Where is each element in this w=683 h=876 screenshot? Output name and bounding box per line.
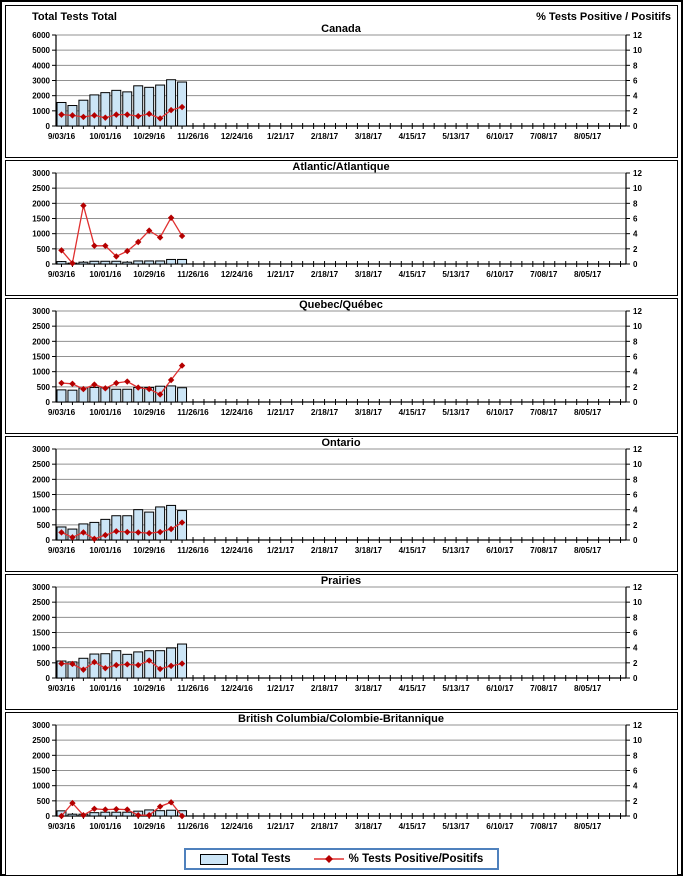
svg-text:3/18/17: 3/18/17 xyxy=(354,684,383,693)
svg-text:3/18/17: 3/18/17 xyxy=(354,546,383,555)
legend-pct-positive-label: % Tests Positive/Positifs xyxy=(348,853,484,865)
svg-text:7/08/17: 7/08/17 xyxy=(530,408,558,417)
svg-text:0: 0 xyxy=(633,812,638,821)
svg-text:0: 0 xyxy=(45,122,50,131)
svg-text:8/05/17: 8/05/17 xyxy=(573,270,602,279)
svg-text:8: 8 xyxy=(633,475,638,485)
svg-text:2000: 2000 xyxy=(32,475,50,485)
svg-text:11/26/16: 11/26/16 xyxy=(177,408,209,417)
svg-text:10/01/16: 10/01/16 xyxy=(89,546,122,555)
svg-text:0: 0 xyxy=(45,536,50,545)
svg-text:10/01/16: 10/01/16 xyxy=(89,270,122,279)
svg-text:1500: 1500 xyxy=(32,628,50,638)
svg-text:4: 4 xyxy=(633,229,638,239)
svg-text:1500: 1500 xyxy=(32,214,50,224)
chart-panel-quebec xyxy=(5,298,678,434)
svg-text:2000: 2000 xyxy=(32,91,50,101)
svg-text:Prairies: Prairies xyxy=(320,575,362,587)
svg-text:12: 12 xyxy=(633,307,642,316)
svg-text:0: 0 xyxy=(45,260,50,269)
svg-text:8: 8 xyxy=(633,199,638,209)
left-axis-title: Total Tests Total xyxy=(32,11,117,23)
svg-text:10/29/16: 10/29/16 xyxy=(133,684,166,693)
svg-text:10: 10 xyxy=(633,598,642,608)
svg-text:1/21/17: 1/21/17 xyxy=(267,270,295,279)
svg-text:6: 6 xyxy=(633,214,638,224)
right-axis-title: % Tests Positive / Positifs xyxy=(536,11,671,23)
svg-text:2: 2 xyxy=(633,106,638,116)
svg-text:10/29/16: 10/29/16 xyxy=(133,822,166,831)
svg-text:8/05/17: 8/05/17 xyxy=(573,822,602,831)
svg-text:1500: 1500 xyxy=(32,352,50,362)
svg-text:10: 10 xyxy=(633,322,642,332)
svg-text:11/26/16: 11/26/16 xyxy=(177,684,209,693)
line-marker-swatch-icon xyxy=(313,854,345,864)
svg-text:10/29/16: 10/29/16 xyxy=(133,132,166,141)
svg-text:0: 0 xyxy=(633,536,638,545)
svg-text:12/24/16: 12/24/16 xyxy=(220,408,253,417)
svg-text:4/15/17: 4/15/17 xyxy=(398,270,426,279)
svg-text:2500: 2500 xyxy=(32,322,50,332)
svg-text:9/03/16: 9/03/16 xyxy=(47,822,76,831)
svg-text:4: 4 xyxy=(633,505,638,515)
svg-text:12: 12 xyxy=(633,31,642,40)
svg-text:5/13/17: 5/13/17 xyxy=(442,270,470,279)
svg-text:5/13/17: 5/13/17 xyxy=(442,408,470,417)
svg-text:6: 6 xyxy=(633,490,638,500)
svg-text:12/24/16: 12/24/16 xyxy=(220,684,253,693)
svg-text:11/26/16: 11/26/16 xyxy=(177,546,209,555)
svg-text:1000: 1000 xyxy=(32,229,50,239)
svg-text:5/13/17: 5/13/17 xyxy=(442,822,470,831)
svg-text:Atlantic/Atlantique: Atlantic/Atlantique xyxy=(292,161,390,173)
svg-text:1000: 1000 xyxy=(32,106,50,116)
legend-item-pct-positive xyxy=(313,853,484,865)
svg-text:10: 10 xyxy=(633,184,642,194)
svg-text:10/29/16: 10/29/16 xyxy=(133,546,166,555)
svg-text:3000: 3000 xyxy=(32,169,50,178)
canada-chart xyxy=(6,23,677,157)
svg-text:3000: 3000 xyxy=(32,307,50,316)
svg-text:2: 2 xyxy=(633,244,638,254)
svg-text:10: 10 xyxy=(633,736,642,746)
svg-text:2: 2 xyxy=(633,658,638,668)
svg-text:11/26/16: 11/26/16 xyxy=(177,822,209,831)
svg-text:4/15/17: 4/15/17 xyxy=(398,822,426,831)
svg-text:10/29/16: 10/29/16 xyxy=(133,270,166,279)
legend xyxy=(184,848,500,870)
svg-text:Canada: Canada xyxy=(321,23,361,35)
svg-text:3/18/17: 3/18/17 xyxy=(354,408,383,417)
svg-text:8/05/17: 8/05/17 xyxy=(573,546,602,555)
svg-text:9/03/16: 9/03/16 xyxy=(47,408,76,417)
svg-text:8/05/17: 8/05/17 xyxy=(573,132,602,141)
svg-text:12: 12 xyxy=(633,445,642,454)
svg-text:3000: 3000 xyxy=(32,721,50,730)
svg-text:2000: 2000 xyxy=(32,751,50,761)
svg-text:3/18/17: 3/18/17 xyxy=(354,270,383,279)
svg-text:9/03/16: 9/03/16 xyxy=(47,132,76,141)
svg-text:500: 500 xyxy=(36,382,50,392)
svg-text:4/15/17: 4/15/17 xyxy=(398,684,426,693)
svg-text:1/21/17: 1/21/17 xyxy=(267,684,295,693)
svg-text:6/10/17: 6/10/17 xyxy=(486,132,514,141)
svg-text:500: 500 xyxy=(36,520,50,530)
svg-text:10/01/16: 10/01/16 xyxy=(89,822,122,831)
svg-text:3/18/17: 3/18/17 xyxy=(354,132,383,141)
svg-text:3000: 3000 xyxy=(32,445,50,454)
svg-text:10/29/16: 10/29/16 xyxy=(133,408,166,417)
svg-text:4: 4 xyxy=(633,91,638,101)
legend-item-total-tests xyxy=(200,853,291,865)
svg-text:12/24/16: 12/24/16 xyxy=(220,270,253,279)
svg-text:1000: 1000 xyxy=(32,505,50,515)
british-columbia-chart xyxy=(6,713,677,847)
svg-text:7/08/17: 7/08/17 xyxy=(530,546,558,555)
prairies-chart xyxy=(6,575,677,709)
atlantic-chart xyxy=(6,161,677,295)
svg-text:2/18/17: 2/18/17 xyxy=(310,684,339,693)
svg-text:2: 2 xyxy=(633,382,638,392)
chart-panel-atlantic xyxy=(5,160,678,296)
svg-text:4/15/17: 4/15/17 xyxy=(398,408,426,417)
chart-panel-canada xyxy=(5,5,678,158)
svg-text:6/10/17: 6/10/17 xyxy=(486,684,514,693)
svg-text:2500: 2500 xyxy=(32,736,50,746)
svg-text:2: 2 xyxy=(633,796,638,806)
svg-text:6: 6 xyxy=(633,628,638,638)
svg-text:1500: 1500 xyxy=(32,490,50,500)
svg-text:10/01/16: 10/01/16 xyxy=(89,408,122,417)
svg-text:10: 10 xyxy=(633,460,642,470)
svg-text:8: 8 xyxy=(633,751,638,761)
svg-text:6/10/17: 6/10/17 xyxy=(486,270,514,279)
svg-text:6: 6 xyxy=(633,76,638,86)
bar-swatch-icon xyxy=(200,854,228,865)
legend-total-tests-label: Total Tests xyxy=(231,853,291,865)
svg-text:1500: 1500 xyxy=(32,766,50,776)
svg-text:5/13/17: 5/13/17 xyxy=(442,546,470,555)
svg-text:8/05/17: 8/05/17 xyxy=(573,684,602,693)
svg-text:12: 12 xyxy=(633,583,642,592)
svg-text:9/03/16: 9/03/16 xyxy=(47,546,76,555)
ontario-chart xyxy=(6,437,677,571)
svg-text:12/24/16: 12/24/16 xyxy=(220,822,253,831)
svg-text:2500: 2500 xyxy=(32,598,50,608)
svg-text:3/18/17: 3/18/17 xyxy=(354,822,383,831)
svg-text:0: 0 xyxy=(45,812,50,821)
svg-text:3000: 3000 xyxy=(32,583,50,592)
svg-text:6: 6 xyxy=(633,766,638,776)
svg-text:5/13/17: 5/13/17 xyxy=(442,684,470,693)
svg-text:0: 0 xyxy=(633,674,638,683)
svg-text:1/21/17: 1/21/17 xyxy=(267,408,295,417)
svg-text:8: 8 xyxy=(633,61,638,71)
svg-text:2/18/17: 2/18/17 xyxy=(310,822,339,831)
svg-text:6/10/17: 6/10/17 xyxy=(486,408,514,417)
svg-text:4: 4 xyxy=(633,781,638,791)
svg-text:0: 0 xyxy=(633,122,638,131)
svg-text:12: 12 xyxy=(633,169,642,178)
svg-text:7/08/17: 7/08/17 xyxy=(530,270,558,279)
svg-text:500: 500 xyxy=(36,796,50,806)
svg-text:10/01/16: 10/01/16 xyxy=(89,684,122,693)
svg-text:2500: 2500 xyxy=(32,184,50,194)
svg-text:500: 500 xyxy=(36,244,50,254)
chart-panel-prairies xyxy=(5,574,678,710)
svg-text:0: 0 xyxy=(633,260,638,269)
svg-text:0: 0 xyxy=(45,398,50,407)
svg-text:2000: 2000 xyxy=(32,337,50,347)
svg-text:4: 4 xyxy=(633,367,638,377)
svg-text:7/08/17: 7/08/17 xyxy=(530,132,558,141)
svg-text:Quebec/Québec: Quebec/Québec xyxy=(299,299,383,311)
svg-text:9/03/16: 9/03/16 xyxy=(47,684,76,693)
svg-text:1000: 1000 xyxy=(32,367,50,377)
svg-text:6000: 6000 xyxy=(32,31,50,40)
svg-text:6/10/17: 6/10/17 xyxy=(486,546,514,555)
svg-text:2/18/17: 2/18/17 xyxy=(310,270,339,279)
svg-text:2000: 2000 xyxy=(32,613,50,623)
svg-text:12/24/16: 12/24/16 xyxy=(220,132,253,141)
svg-text:5/13/17: 5/13/17 xyxy=(442,132,470,141)
svg-text:British Columbia/Colombie-Brit: British Columbia/Colombie-Britannique xyxy=(238,713,444,725)
svg-text:2: 2 xyxy=(633,520,638,530)
svg-text:1/21/17: 1/21/17 xyxy=(267,822,295,831)
chart-panel-ontario xyxy=(5,436,678,572)
svg-text:2/18/17: 2/18/17 xyxy=(310,408,339,417)
svg-text:1000: 1000 xyxy=(32,781,50,791)
svg-text:2000: 2000 xyxy=(32,199,50,209)
svg-text:2/18/17: 2/18/17 xyxy=(310,132,339,141)
svg-text:10: 10 xyxy=(633,46,642,56)
svg-text:4/15/17: 4/15/17 xyxy=(398,132,426,141)
svg-text:12/24/16: 12/24/16 xyxy=(220,546,253,555)
svg-text:4000: 4000 xyxy=(32,61,50,71)
svg-text:0: 0 xyxy=(45,674,50,683)
svg-text:500: 500 xyxy=(36,658,50,668)
svg-text:1000: 1000 xyxy=(32,643,50,653)
svg-text:2/18/17: 2/18/17 xyxy=(310,546,339,555)
svg-text:Ontario: Ontario xyxy=(321,437,361,449)
svg-text:8: 8 xyxy=(633,337,638,347)
svg-text:6: 6 xyxy=(633,352,638,362)
svg-text:12: 12 xyxy=(633,721,642,730)
svg-text:1/21/17: 1/21/17 xyxy=(267,132,295,141)
svg-text:0: 0 xyxy=(633,398,638,407)
svg-text:9/03/16: 9/03/16 xyxy=(47,270,76,279)
svg-text:3000: 3000 xyxy=(32,76,50,86)
axis-headers xyxy=(6,6,677,23)
legend-row xyxy=(6,847,677,875)
svg-text:8: 8 xyxy=(633,613,638,623)
svg-text:10/01/16: 10/01/16 xyxy=(89,132,122,141)
svg-text:8/05/17: 8/05/17 xyxy=(573,408,602,417)
svg-text:11/26/16: 11/26/16 xyxy=(177,270,209,279)
svg-text:6/10/17: 6/10/17 xyxy=(486,822,514,831)
svg-text:5000: 5000 xyxy=(32,46,50,56)
quebec-chart xyxy=(6,299,677,433)
svg-text:11/26/16: 11/26/16 xyxy=(177,132,209,141)
svg-text:4/15/17: 4/15/17 xyxy=(398,546,426,555)
svg-text:7/08/17: 7/08/17 xyxy=(530,684,558,693)
svg-text:4: 4 xyxy=(633,643,638,653)
svg-text:2500: 2500 xyxy=(32,460,50,470)
svg-text:7/08/17: 7/08/17 xyxy=(530,822,558,831)
chart-panel-british-columbia xyxy=(5,712,678,876)
svg-text:1/21/17: 1/21/17 xyxy=(267,546,295,555)
